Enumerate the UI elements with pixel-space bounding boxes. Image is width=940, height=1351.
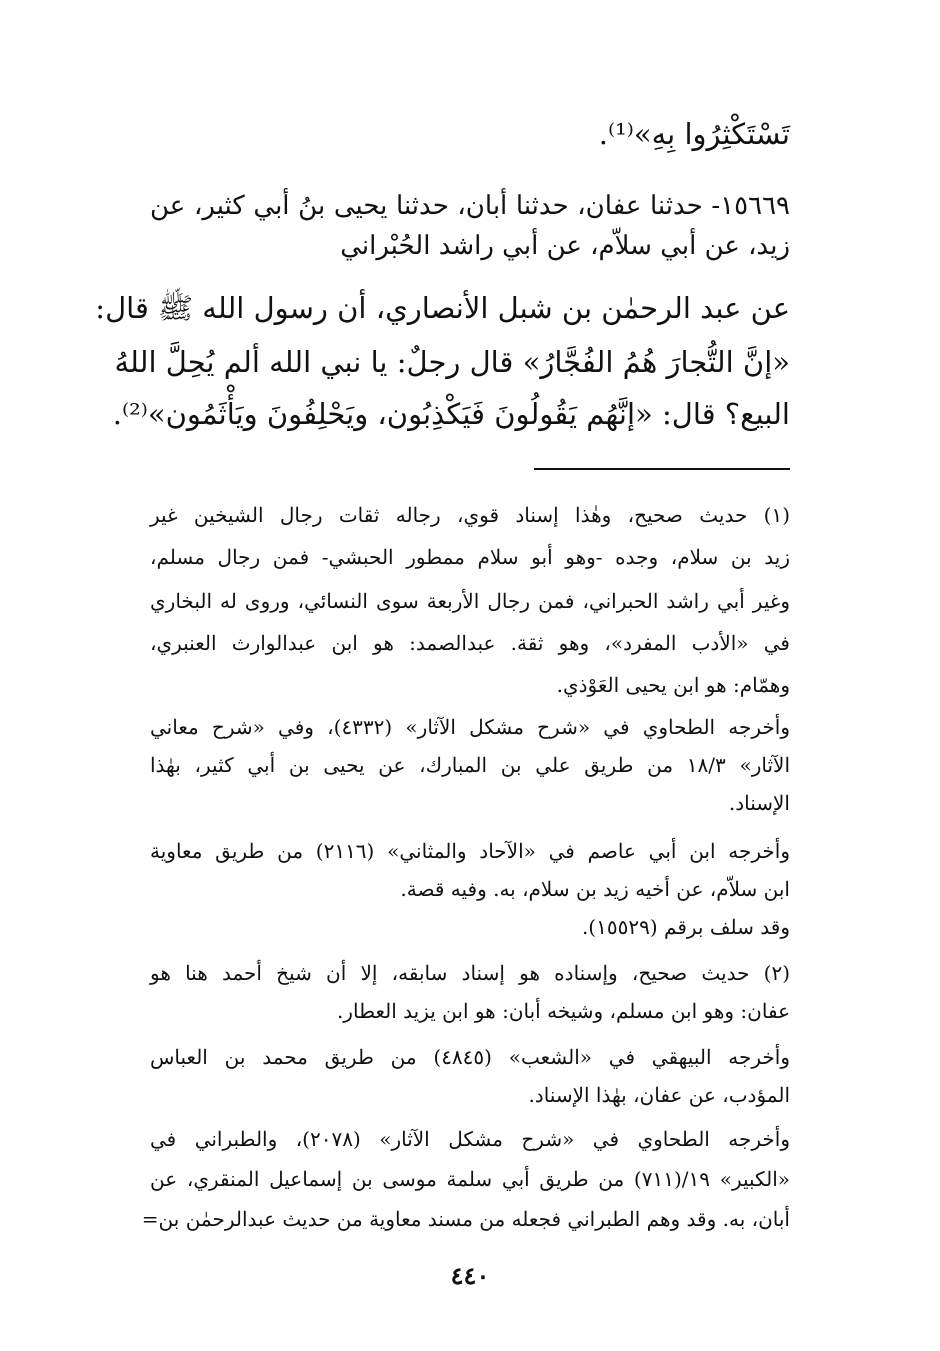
page-number: ٤٤٠ [450, 1261, 490, 1290]
hadith-isnad-line-2: زيد، عن أبي سلاّم، عن أبي راشد الحُبْراني [340, 231, 790, 261]
footnote-1-line-2: زيد بن سلام، وجده -وهو أبو سلام ممطور الحبشي- فمن رجال مسلم، [150, 545, 790, 569]
hadith-matn-line-3: البيع؟ قال: «إنَّهُم يَقُولُونَ فَيَكْذِبُون، ويَحْلِفُونَ ويَأْثَمُون»⁽²⁾. [112, 397, 790, 431]
footnote-1-tahawi-line-1: وأخرجه الطحاوي في «شرح مشكل الآثار» (٤٣٣٢)، وفي «شرح معاني [150, 715, 791, 739]
footnote-1-ibn-abi-asim-line-2: ابن سلاّم، عن أخيه زيد بن سلام، به. وفيه قصة. [400, 877, 790, 901]
footnote-2-tahawi-line-1: وأخرجه الطحاوي في «شرح مشكل الآثار» (٢٠٧٨)، والطبراني في [150, 1127, 791, 1151]
footnote-separator-rule [534, 468, 790, 470]
footnote-1-tahawi-line-3: الإسناد. [728, 791, 790, 815]
main-text-line-1: تَسْتَكْثِرُوا بِهِ»⁽¹⁾. [598, 117, 790, 151]
footnote-2-tahawi-line-3: أبان، به. وقد وهم الطبراني فجعله من مسند معاوية من حديث عبدالرحمٰن بن= [141, 1207, 790, 1231]
hadith-matn-line-2: «إنَّ التُّجارَ هُمُ الفُجَّارُ» قال رجلٌ: يا نبي الله ألم يُحِلَّ اللهُ [114, 345, 790, 379]
footnote-1-salaf-line: وقد سلف برقم (١٥٥٢٩). [581, 915, 790, 939]
footnote-1-line-5: وهمّام: هو ابن يحيى العَوْذي. [556, 673, 790, 697]
footnote-1-line-1: (١) حديث صحيح، وهٰذا إسناد قوي، رجاله ثقات رجال الشيخين غير [150, 503, 790, 527]
footnote-2-tahawi-line-2: «الكبير» ١٩/(٧١١) من طريق أبي سلمة موسى بن إسماعيل المنقري، عن [150, 1167, 790, 1191]
footnote-2-line-1: (٢) حديث صحيح، وإسناده هو إسناد سابقه، إلا أن شيخ أحمد هنا هو [150, 961, 790, 985]
footnote-1-line-3: وغير أبي راشد الحبراني، فمن رجال الأربعة سوى النسائي، وروى له البخاري [150, 589, 790, 613]
footnote-1-ibn-abi-asim-line-1: وأخرجه ابن أبي عاصم في «الآحاد والمثاني» (٢١١٦) من طريق معاوية [150, 839, 790, 863]
hadith-isnad-line-1: ١٥٦٦٩- حدثنا عفان، حدثنا أبان، حدثنا يحيى بنُ أبي كثير، عن [150, 191, 790, 221]
footnote-2-line-2: عفان: وهو ابن مسلم، وشيخه أبان: هو ابن يزيد العطار. [336, 999, 790, 1023]
footnote-2-bayhaqi-line-1: وأخرجه البيهقي في «الشعب» (٤٨٤٥) من طريق محمد بن العباس [150, 1045, 791, 1069]
hadith-matn-line-1: عن عبد الرحمٰن بن شبل الأنصاري، أن رسول الله ﷺ قال: [95, 291, 790, 325]
footnote-2-bayhaqi-line-2: المؤدب، عن عفان، بهٰذا الإسناد. [528, 1083, 790, 1107]
footnote-1-tahawi-line-2: الآثار» ١٨/٣ من طريق علي بن المبارك، عن يحيى بن أبي كثير، بهٰذا [150, 753, 790, 777]
footnote-1-line-4: في «الأدب المفرد»، وهو ثقة. عبدالصمد: هو ابن عبدالوارث العنبري، [150, 631, 790, 655]
